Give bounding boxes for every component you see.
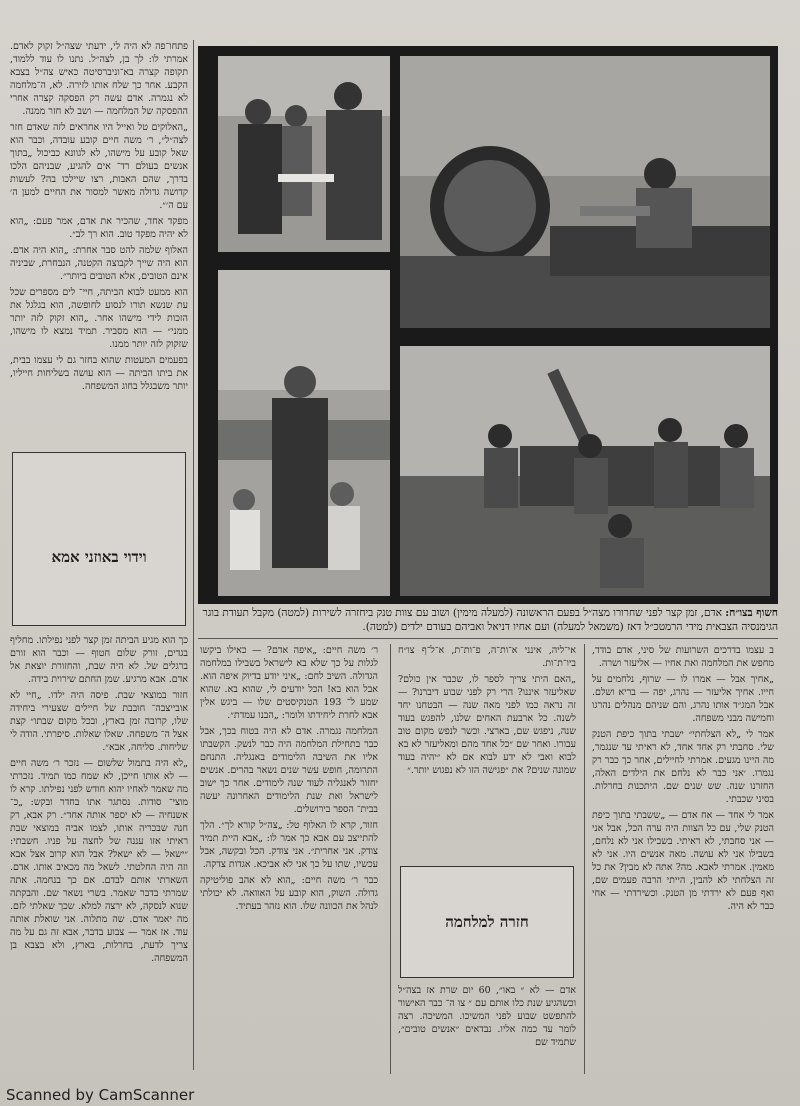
left-paragraph: האלוף שלמה להט סבר אחרת: „הוא היה אדם. הוא היה שייך לקבוצה הקטנה, הנבחרת, שביניה אינם הטובים, אלא הטובים ביותר״. <box>10 245 188 282</box>
tank-commander-image <box>400 56 770 328</box>
left-lower-paragraph: חזור במוצאי שבת. פיסה היה ילדו. „חיי לא אובייצבה־ חובבת של חיילים שצעירי ביחידה שלו, קרובה זמן בארץ, ובכל מקום שבתו״ קצת אצל ה־ משפחה. שאלו שאלות. סיפרתי. הודה לי שליחות. סליחה, אבא״. <box>10 690 188 753</box>
left-paragraph: „האלוקים טל ואייל היו אחראים לזה שאדם חזר לצה״ל״, ר׳ משה חיים קובע עובדה, וכבר הוא שאל קובע על מישהו, לא לגוונא כביכול „בתוך אנשים בעולם רד־ אים להגיע, שבניהם הלכו בדרך, שהם האבות, רצו שיילכו בה? לעשות קדושה גדולה מאשר למסור את החיים למען ה׳ עם ה׳״. <box>10 122 188 211</box>
photo-diploma-ceremony <box>218 56 390 252</box>
bottom-left-paragraph: כבר ר׳ משה חיים: „הוא לא אהב פוליטיקה גדולה. השוק, הוא קובע על האוואה. לא יכולתי לנהל את הכוונה שלו. הוא נזהר בעתיד. <box>200 875 378 912</box>
caption-text: אדם, זמן קצר לפני שחרורו מצה״ל בפעם הראשונה (למעלה מימין) ושוב עם צוות טנק ביחזרה לשירות (למטה) מקבל תעודת בוגר הגימנסיה הצבאית מידי הרמטכ״ל דאז (משמאל למעלה) ועם אחיו דניאל ואביהם בעודם ילדים (למטה). <box>202 607 778 633</box>
bottom-column-middle-after-box <box>398 984 576 1068</box>
bottom-middle-after-box-paragraph: אדם — לא ״ באו״, 60 יום שרת אז בצה״ל וכשהגיע שנת כלו אותם עם ״ צו ה־ כבר האישור להתפשט שבוע לפני המשיכו. המשיכה. רצה לומר עד כמה אליו. נבדאים ״אנשים טובים״, שתמיד שם <box>398 985 576 1048</box>
bottom-column-left <box>200 644 378 1064</box>
bottom-middle-paragraph: אי־ליה, אינני א־ות־ה, פ־ות־ת, א־ל־ף צו״ח ביו־ת־ות. <box>398 645 576 669</box>
bottom-left-paragraph: ר׳ משה חיים: „איפה אדם? — כאילו ביקשו לגלות על כך שלא בא לישראל בשבילו במלחמה הגדולה. השיב לחם: „איני יודע בדיוק איפה הוא. אבל הוא בא! הכל יודעים לי, שהוא בא. שהוא שמע ל־ 193 הטנקיסטים שלו — ביגש אלין אבא לחרת ליחידתו ולומר: „הבנו עמדת״. <box>200 645 378 721</box>
photo-caption <box>198 606 778 636</box>
column-rule <box>390 644 391 1074</box>
left-paragraph: הוא ממעט לבוא הביתה, חיי־ לים מספרים שכל עת שנשא תורו לנסוע לחופשה, הוא בגלגל את הזכות לידי מישהו אחר. „הוא זקוק לזה יותר ממני״ — הוא מסביר. תמיד נמצא לו מישהו, שזקוק לזה יותר ממנו. <box>10 287 188 350</box>
bottom-middle-paragraph: „האם היתי צריך לספר לו, שכבר אין כולם? שאליעזר איננו? הרי רק לפני שבוע דיברנו? — זה נראה כמו לפני מאה שנה — הבטחנו יחד לשנה. כל ארבעת האחים שלנו, להפגש בעוד שנה, ניפגש שם, בארצי. וכשר לנפש מקום טוב עבורו. ואחר שם ״כל אחד מהם ומאליעזר לא בא לבוא ואבי לא ידע לבוא אם לא ״יהיה בעוד שמונה שנים? את ״פגישה הזו לא נפגוש יותר.״ <box>398 674 576 776</box>
bottom-right-paragraph: אמר לי אחד — אח אדם — „ששבתי בתוך כיפת הטנק שלי, עם כל הצוות היה ערה הכל, אבל אני — אני סחבתי, לא ראיתי. בשבילו אני לא נלחם, בשבילו אני לא עושה. מאה אנשים היו. אני לא מאמין. אמרתי לאבא. מה? אתה לא מבין? את כל זה הצלחתי לא להבין, הייתי הרבה פעמים שם, ואף פעם לא ירדתי מן הטנק. וכשירדתי — אחי כבר לא היה. <box>592 810 774 912</box>
bottom-left-paragraph: המלחמה נגמרה. אדם לא היה בטוח בכך, אבל כבר בתחילת המלחמה היה כבר לנשק. הקשבתו אליו את השיבה הלימודים באנגליה. התנחם התרומה, חופש עשר שנים נשאר בהרים. אנשים יחזור לאנגליה לעוד שנה לימודים. אחר כך ישוב לישראל ואת שנת הלימודים האחרונה יעשה בבית־ הספר בירושלים. <box>200 726 378 815</box>
section-box-confession <box>12 452 186 626</box>
bottom-column-right <box>592 644 774 1068</box>
section-box-title: וידוי באוזני אמא <box>51 547 147 566</box>
father-sons-image <box>218 270 390 596</box>
bottom-right-paragraph: „אחיך אבל — אמרו לו — שרוף, נלחמים על חייו. אחיך אליעזר — נהרג, יפה — בריא ושלם. אבל המג״ד אותו נהרג, והם שניהם מנהלים נהרגו וחמישה מבני משפחה. <box>592 674 774 724</box>
left-text-column <box>10 40 188 442</box>
left-paragraph: מפקד אחד, שהכיר את אדם, אמר פעם: „הוא לא יהיה מפקד טוב. הוא רך לב״. <box>10 216 188 240</box>
scanner-watermark: Scanned by CamScanner <box>6 1086 195 1104</box>
bottom-right-paragraph: ב עצמו בדרכים השרועות של סיני, אדם בודד, מחפש את המלחמה ואת אחיו — אליעזר ושרה. <box>592 645 774 669</box>
left-paragraph: פתחו־פה לא היה לי, ידעתי שצה״ל זקוק לאדם. אמרתי לו: לך בן, לצה״ל. נתנו לו עוד ללמוד, תקופה קצרה בא־וניברסיטה כאיש צה״ל בצבא הקבע. אחר כך שלח אותו לזירה. לא, ה־מלחמה לא נגמרה. אדם עשה רק הפסקה קצרה אחרי ההפסקה של המלחמה — ושב לא חזר ממנה. <box>10 41 188 117</box>
photo-father-and-sons <box>218 270 390 596</box>
tank-crew-image <box>400 346 770 596</box>
column-rule <box>193 40 194 1070</box>
column-rule <box>584 644 585 1074</box>
section-box-return-to-war <box>400 866 574 978</box>
bottom-left-paragraph: חזור, קרא לו האלוף טל: „צה״ל קורא לך״. הלך להתייצב עם אבא כך אמר לו: „אבא היית תמיד צודק. אני אחרית״. אני צודק. הכל ובקשה, אבל עכשיו, שתו על כך אני לא אביכא. אגדות צדקה. <box>200 820 378 870</box>
caption-lead: חשוף בצו״ח: <box>725 607 778 619</box>
bottom-column-middle <box>398 644 576 858</box>
left-lower-text-column <box>10 634 188 1064</box>
photo-tank-crew <box>400 346 770 596</box>
photo-tank-commander <box>400 56 770 328</box>
caption-rule <box>198 638 778 639</box>
ceremony-image <box>218 56 390 252</box>
left-paragraph: בפעמים המעטות שהוא בחזר גם לי עצמו בבית, את ביתו הביתה — הוא עושה בשליחות חייליו, יותר משבגלל בחוג המשפחה. <box>10 355 188 392</box>
left-lower-paragraph: „לא היה בתמול שלשום — נזכר ר׳ משה חיים — לא אותו חייכן, לא שמח כמו תמיד. נזכרתי מה שאמר לאחיו יהוא חודש לפני נפילתו. קרא לו מוצי־ סודות. נסתגר אתו בחדר ובקש: „כ־ אשנחיה — לא יספר אותה אחד״. רק אבא, רק חנה שבכריה אותו, לצמו אביה במוצאי שבת ראיתי אזו עננה של לחצה על פניו. חשבתי: ״ישאל — לא ישאל? אבל הוא קרוב אצל אבא וזה היה החלטתי. לשאל מה מכאיב אותו. אדם. השארתי אותם לבדם. אם כך בנחמה. אתה שמרתי בדבר שאמר. בשרי נשאר שם. והבקתה שנוא לנסקה, לא ירצה למלא. שכך שאלתי לזם. מה יאמר אדם. שה מתלוה. אני שואלת אותה עוד. אז אמר — צבוע בדבר, אבא זה גם על מה צריך לדעת, בחרלות, בארץ, ולא בצבא בן המשפחה. <box>10 758 188 964</box>
bottom-right-paragraph: אמר לי „לא הצלחתי״ ישבתי בתוך כיפת הטנק שלי. סחבתי רק אחד אחד, לא ראיתי עד שנגמר, מה היינו מגעים. אמרתי לחיילים, אחר כך כבר רק נגמרו. ׳אני כבר לא נלחם את הילדים האלה, החזרנו שנה. שש שנים שם. היתכנות בחרלות. בסיני שכבתי. <box>592 729 774 805</box>
section-box-title: חזרה למלחמה <box>445 912 529 931</box>
left-lower-paragraph: כך הוא מגיע הביתה זמן קצר לפני נפילתו. מחליף בגדים, זורק שלום חטוף — וכבר הוא זורם ברגלים של. לא היה שבת, והחזורת יוצאת אל אדם. אבא מרגיע. שמן החתם שירוית בידה. <box>10 635 188 685</box>
